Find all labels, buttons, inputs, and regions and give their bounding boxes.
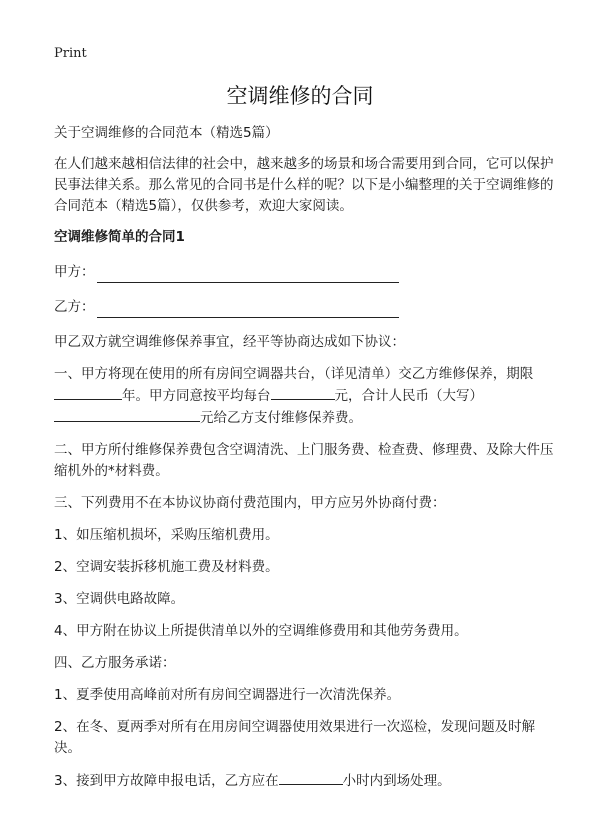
total-amount-blank [54, 407, 200, 422]
clause-4-item-3-text-b: 小时内到场处理。 [342, 773, 451, 789]
clause-4-heading: 四、乙方服务承诺： [54, 655, 176, 671]
agreement-intro: 甲乙双方就空调维修保养事宜，经平等协商达成如下协议： [54, 334, 405, 350]
list-item: 2、空调安装拆移机施工费及材料费。 [54, 559, 279, 575]
response-hours-blank [279, 770, 343, 785]
term-years-blank [54, 385, 122, 400]
section-heading: 空调维修简单的合同1 [54, 229, 185, 245]
clause-2: 二、甲方所付维修保养费包含空调清洗、上门服务费、检查费、修理费、及除大件压缩机外的*材料费。 [54, 442, 554, 479]
intro-paragraph: 在人们越来越相信法律的社会中，越来越多的场景和场合需要用到合同，它可以保护民事法律关系。那么常见的合同书是什么样的呢？以下是小编整理的关于空调维修的合同范本（精选5篇），仅供参考，欢迎大家阅读。 [54, 156, 554, 214]
clause-1-text-d: 元给乙方支付维修保养费。 [200, 410, 362, 426]
list-item: 3、空调供电路故障。 [54, 591, 185, 607]
clause-3-heading: 三、下列费用不在本协议协商付费范围内，甲方应另外协商付费： [54, 495, 446, 511]
party-a-row [54, 262, 554, 283]
clause-4-item-3 [54, 770, 554, 792]
party-b-blank [97, 302, 399, 318]
list-item: 2、在冬、夏两季对所有在用房间空调器使用效果进行一次巡检，发现问题及时解决。 [54, 719, 536, 756]
clause-1-text-c: 元，合计人民币（大写） [334, 388, 483, 404]
page-title: 空调维修的合同 [226, 84, 374, 108]
party-b-label: 乙方： [54, 299, 95, 315]
clause-4-item-3-text-a: 3、接到甲方故障申报电话，乙方应在 [54, 773, 279, 789]
list-item: 1、夏季使用高峰前对所有房间空调器进行一次清洗保养。 [54, 687, 401, 703]
clause-1-text-b: 年。甲方同意按平均每台 [122, 388, 271, 404]
document-subtitle: 关于空调维修的合同范本（精选5篇） [54, 125, 279, 141]
print-link[interactable]: Print [54, 46, 87, 61]
document-body [54, 123, 554, 803]
party-b-row [54, 297, 554, 318]
list-item: 1、如压缩机损坏，采购压缩机费用。 [54, 527, 279, 543]
unit-price-blank [271, 385, 335, 400]
party-a-blank [97, 267, 399, 283]
clause-1 [54, 364, 554, 429]
list-item: 4、甲方附在协议上所提供清单以外的空调维修费用和其他劳务费用。 [54, 623, 468, 639]
party-a-label: 甲方： [54, 264, 95, 280]
clause-1-text-a: 一、甲方将现在使用的所有房间空调器共台，（详见清单）交乙方维修保养，期限 [54, 366, 534, 382]
